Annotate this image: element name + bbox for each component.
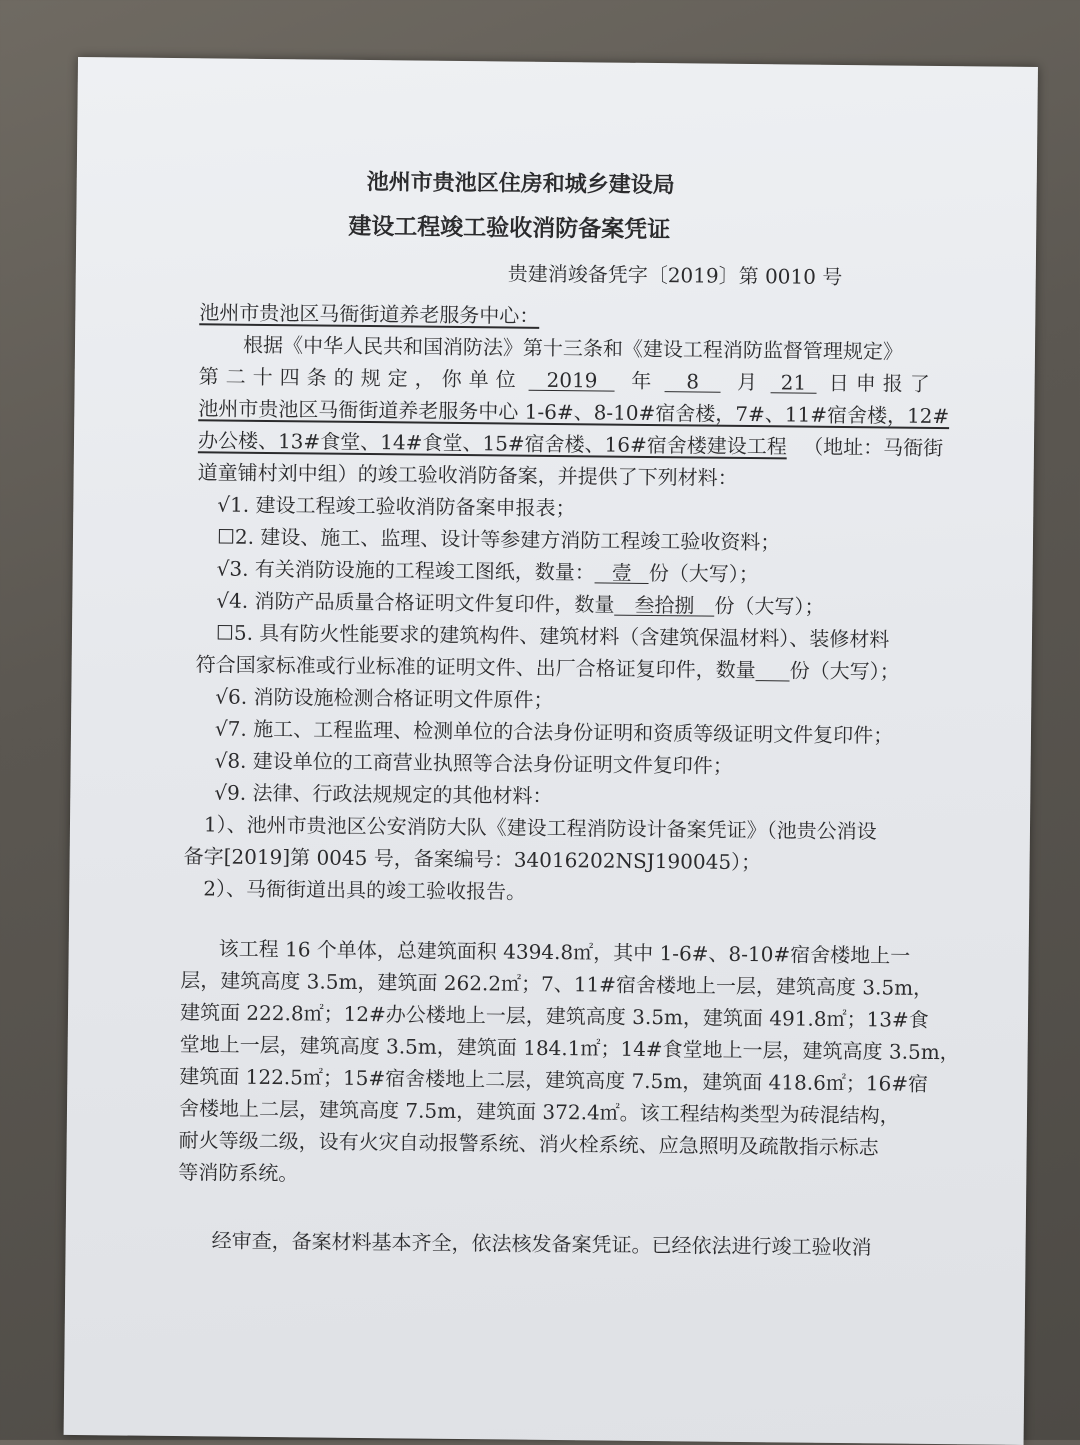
legal-article-text: 第二十四条的规定，你单位 <box>198 364 523 392</box>
application-day: 21 <box>770 372 816 393</box>
material-item-9: √9. 法律、行政法规规定的其他材料： <box>214 780 553 808</box>
day-label: 日申报了 <box>828 370 937 396</box>
material-item-1: √1. 建设工程竣工验收消防备案申报表； <box>217 492 576 521</box>
material-item-3 <box>217 558 759 585</box>
application-date-line <box>199 366 937 395</box>
summary-line-6: 舍楼地上二层，建筑高度 7.5m，建筑面 372.4㎡。该工程结构类型为砖混结构， <box>178 1096 900 1128</box>
application-year: 2019 <box>529 370 615 392</box>
material-5-text: 符合国家标准或行业标准的证明文件、出厂合格证复印件，数量 <box>195 652 756 683</box>
summary-line-5: 建筑面 122.5㎡；15#宿舍楼地上二层，建筑高度 7.5m，建筑面 418.6㎡；16#宿 <box>179 1064 929 1096</box>
material-4-text: √4. 消防产品质量合格证明文件复印件，数量 <box>216 588 615 617</box>
material-item-6: √6. 消防设施检测合格证明文件原件； <box>215 684 554 712</box>
other-material-2: 2）、马衙街道出具的竣工验收报告。 <box>203 876 527 904</box>
material-item-8: √8. 建设单位的工商营业执照等合法身份证明文件复印件； <box>214 748 733 778</box>
material-4-unit: 份（大写）； <box>714 593 825 619</box>
application-month: 8 <box>665 371 721 393</box>
material-item-7: √7. 施工、工程监理、检测单位的合法身份证明和资质等级证明文件复印件； <box>214 716 894 748</box>
summary-line-2: 层，建筑高度 3.5m，建筑面 262.2㎡；7、11#宿舍楼地上一层，建筑高度 3.5m， <box>180 968 934 1000</box>
material-3-text: √3. 有关消防设施的工程竣工图纸，数量： <box>216 556 595 585</box>
certificate-sheet <box>64 57 1038 1445</box>
material-3-quantity: 壹 <box>595 562 649 584</box>
document-number: 贵建消竣备凭字〔2019〕第 0010 号 <box>507 261 843 289</box>
material-5-quantity-blank <box>756 660 790 681</box>
other-material-1: 1）、池州市贵池区公安消防大队《建设工程消防设计备案凭证》（池贵公消设 <box>203 812 877 844</box>
project-name-line-2 <box>197 428 944 461</box>
material-item-2: ☐2. 建设、施工、监理、设计等参建方消防工程竣工验收资料； <box>216 524 781 555</box>
summary-line-8: 等消防系统。 <box>178 1160 299 1186</box>
summary-line-4: 堂地上一层，建筑高度 3.5m，建筑面 184.1㎡；14#食堂地上一层，建筑高度 3.5m， <box>179 1032 960 1065</box>
material-3-unit: 份（大写）； <box>648 560 759 587</box>
material-item-4 <box>216 590 824 617</box>
material-item-5-cont <box>196 654 900 682</box>
material-item-5: ☐5. 具有防火性能要求的建筑构件、建筑材料（含建筑保温材料）、装修材料 <box>215 620 890 652</box>
review-conclusion: 经审查，备案材料基本齐全，依法核发备案凭证。已经依法进行竣工验收消 <box>211 1228 872 1260</box>
project-name-line-1: 池州市贵池区马衙街道养老服务中心 1-6#、8-10#宿舍楼，7#、11#宿舍楼，12# <box>198 396 950 429</box>
summary-line-7: 耐火等级二级，设有火灾自动报警系统、消火栓系统、应急照明及疏散指示标志 <box>178 1128 879 1160</box>
year-label: 年 <box>631 368 659 394</box>
project-address-start: （地址：马衙街 <box>803 434 944 461</box>
material-5-unit: 份（大写）； <box>789 658 900 684</box>
legal-basis-line: 根据《中华人民共和国消防法》第十三条和《建设工程消防监督管理规定》 <box>242 332 904 364</box>
issuing-authority: 池州市贵池区住房和城乡建设局 <box>366 170 675 199</box>
project-name-cont: 办公楼、13#食堂、14#食堂、15#宿舍楼、16#宿舍楼建设工程 <box>197 428 787 459</box>
other-material-1-cont: 备字[2019]第 0045 号，备案编号：34016202NSJ190045）； <box>183 844 762 875</box>
project-address-line: 道童铺村刘中组）的竣工验收消防备案，并提供了下列材料： <box>197 460 738 490</box>
summary-line-1: 该工程 16 个单体，总建筑面积 4394.8㎡，其中 1-6#、8-10#宿舍楼地上一 <box>218 936 911 968</box>
month-label: 月 <box>736 369 765 395</box>
summary-line-3: 建筑面 222.8㎡；12#办公楼地上一层，建筑高度 3.5m，建筑面 491.8㎡；13#食 <box>179 1000 929 1032</box>
material-4-quantity: 叁拾捌 <box>614 595 714 617</box>
document-title: 建设工程竣工验收消防备案凭证 <box>348 213 671 244</box>
recipient-name: 池州市贵池区马衙街道养老服务中心： <box>199 300 540 328</box>
